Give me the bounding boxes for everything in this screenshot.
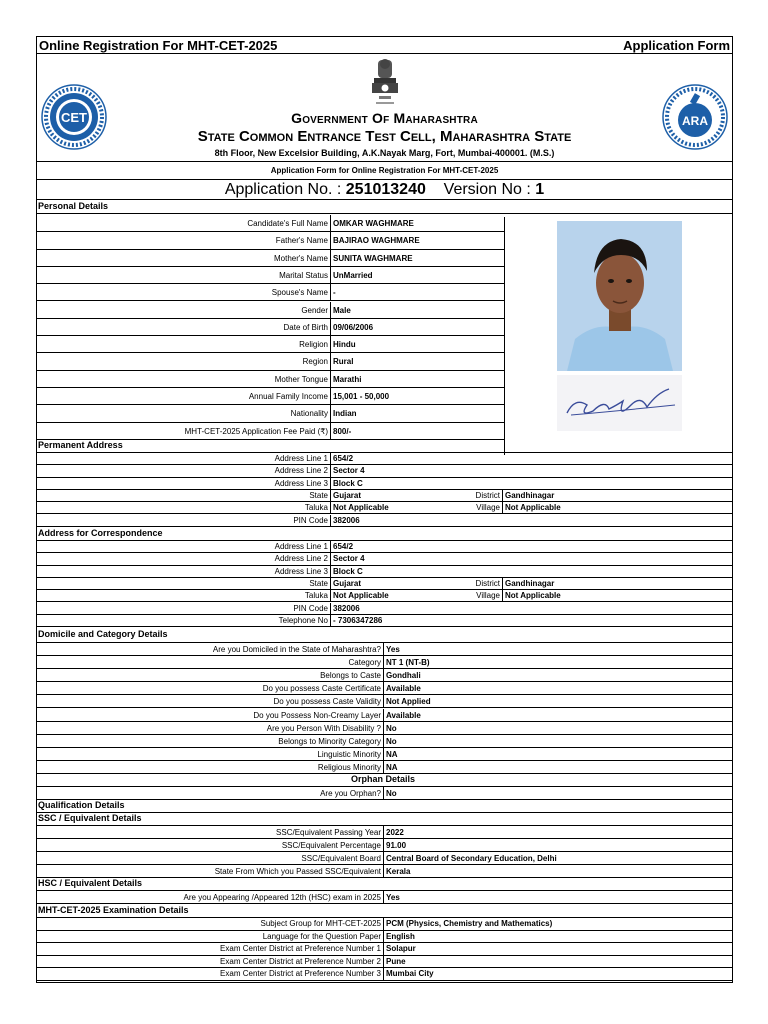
personal-row: [37, 232, 504, 249]
permanent-line1-label: Address Line 1: [37, 453, 331, 464]
correspondence-line2-label: Address Line 2: [37, 553, 331, 564]
ssc-row-value: 2022: [386, 828, 404, 837]
correspondence-telephone: [37, 615, 732, 627]
personal-row: [37, 284, 504, 301]
section-domicile-category: Domicile and Category Details: [37, 629, 732, 643]
section-hsc-details: HSC / Equivalent Details: [37, 878, 732, 891]
domicile-row-value: NA: [386, 749, 398, 759]
domicile-row-label: Are you Domiciled in the State of Maharashtra?: [37, 643, 384, 655]
permanent-line3: [37, 478, 732, 490]
personal-row-value: 800/-: [333, 426, 352, 436]
personal-row-label: Mother's Name: [37, 250, 331, 266]
section-correspondence-address: Address for Correspondence: [37, 528, 732, 541]
permanent-state: [37, 490, 732, 502]
exam-row-label: Subject Group for MHT-CET-2025: [37, 918, 384, 930]
exam-row-label: Exam Center District at Preference Number 2: [37, 956, 384, 968]
domicile-row: [37, 695, 732, 708]
ssc-row-label: SSC/Equivalent Board: [37, 852, 384, 864]
cet-cell-title: State Common Entrance Test Cell, Maharashtra State: [197, 128, 572, 145]
correspondence-district-label: District: [471, 578, 503, 589]
permanent-line2-label: Address Line 2: [37, 465, 331, 476]
correspondence-village-value: Not Applicable: [505, 591, 561, 601]
domicile-row: [37, 761, 732, 774]
domicile-row-label: Linguistic Minority: [37, 748, 384, 760]
permanent-line1-value: 654/2: [333, 454, 354, 463]
correspondence-line3: [37, 566, 732, 578]
personal-row-label: Date of Birth: [37, 319, 331, 335]
domicile-row-label: Belongs to Minority Category: [37, 735, 384, 747]
domicile-row-label: Are you Person With Disability ?: [37, 722, 384, 734]
domicile-row: [37, 643, 732, 656]
exam-row: [37, 956, 732, 969]
correspondence-pin: [37, 603, 732, 615]
section-personal-details: Personal Details: [37, 201, 732, 214]
candidate-signature: [557, 375, 682, 431]
section-ssc-details: SSC / Equivalent Details: [37, 813, 732, 826]
domicile-row-value: Not Applied: [386, 697, 431, 707]
exam-row: [37, 943, 732, 956]
correspondence-taluka: [37, 590, 732, 602]
correspondence-state-value: Gujarat: [333, 578, 362, 588]
permanent-pin-label: PIN Code: [37, 515, 331, 526]
domicile-row-value: Yes: [386, 645, 400, 654]
hsc-row-value: Yes: [386, 893, 400, 902]
correspondence-line2-value: Sector 4: [333, 554, 365, 564]
personal-row-value: OMKAR WAGHMARE: [333, 219, 414, 228]
exam-row-value: Pune: [386, 956, 406, 966]
personal-row: [37, 215, 504, 232]
personal-row-label: MHT-CET-2025 Application Fee Paid (₹): [37, 423, 331, 439]
version-label: Version No :: [443, 181, 536, 198]
personal-row: [37, 319, 504, 336]
candidate-photo: [557, 221, 682, 371]
personal-row-label: Nationality: [37, 405, 331, 421]
correspondence-taluka-label: Taluka: [37, 590, 331, 601]
section-permanent-address: Permanent Address: [37, 440, 732, 453]
personal-row-label: Mother Tongue: [37, 371, 331, 387]
personal-row-label: Gender: [37, 302, 331, 318]
personal-row: [37, 250, 504, 267]
ssc-row-value: Kerala: [386, 867, 411, 876]
domicile-row-label: Do you possess Caste Certificate: [37, 682, 384, 694]
domicile-row-label: Do you possess Caste Validity: [37, 695, 384, 707]
ssc-row: [37, 826, 732, 839]
correspondence-pin-value: 382006: [333, 603, 360, 613]
personal-row-value: -: [333, 288, 336, 298]
domicile-row-value: Available: [386, 710, 421, 720]
personal-row-value: Male: [333, 305, 351, 315]
ssc-row: [37, 852, 732, 865]
cet-logo-text: CET: [61, 110, 87, 125]
personal-row: [37, 388, 504, 405]
permanent-line2-value: Sector 4: [333, 466, 365, 476]
ara-logo-icon: [662, 84, 728, 150]
correspondence-line1-value: 654/2: [333, 542, 354, 551]
permanent-state-value: Gujarat: [333, 490, 362, 500]
domicile-row-value: Gondhali: [386, 671, 421, 681]
domicile-row-value: No: [386, 723, 397, 733]
application-form-sheet: [36, 36, 733, 983]
personal-row: [37, 353, 504, 370]
personal-row-value: UnMarried: [333, 270, 373, 280]
correspondence-state: [37, 578, 732, 590]
exam-row-label: Exam Center District at Preference Number 3: [37, 968, 384, 980]
application-number-line: [37, 181, 732, 199]
correspondence-district-value: Gandhinagar: [505, 578, 555, 588]
correspondence-state-label: State: [37, 578, 331, 589]
correspondence-line3-label: Address Line 3: [37, 566, 331, 577]
cet-cell-address: 8th Floor, New Excelsior Building, A.K.Nayak Marg, Fort, Mumbai-400001. (M.S.): [214, 148, 555, 158]
correspondence-telephone-value: - 7306347286: [333, 615, 383, 625]
registration-title: Online Registration For MHT-CET-2025: [39, 38, 278, 53]
domicile-row: [37, 709, 732, 722]
permanent-district-value: Gandhinagar: [505, 490, 555, 500]
exam-row-label: Exam Center District at Preference Number 1: [37, 943, 384, 955]
personal-row-value: SUNITA WAGHMARE: [333, 253, 413, 263]
section-exam-details: MHT-CET-2025 Examination Details: [37, 905, 732, 918]
personal-row: [37, 405, 504, 422]
exam-row: [37, 931, 732, 944]
form-header: [37, 54, 732, 200]
domicile-row: [37, 656, 732, 669]
orphan-row: [37, 787, 732, 800]
form-title: Application Form for Online Registration For MHT-CET-2025: [270, 166, 499, 175]
domicile-row-label: Do you Possess Non-Creamy Layer: [37, 709, 384, 721]
permanent-village-label: Village: [471, 502, 503, 513]
permanent-taluka: [37, 502, 732, 514]
personal-row-value: 15,001 - 50,000: [333, 392, 390, 401]
correspondence-taluka-value: Not Applicable: [333, 591, 389, 601]
domicile-row-value: No: [386, 736, 397, 746]
personal-row-label: Candidate's Full Name: [37, 215, 331, 231]
personal-row: [37, 267, 504, 284]
version-number: 1: [535, 181, 545, 198]
correspondence-village-label: Village: [471, 590, 503, 601]
permanent-state-label: State: [37, 490, 331, 501]
personal-row-value: Indian: [333, 409, 357, 419]
permanent-taluka-value: Not Applicable: [333, 503, 389, 513]
correspondence-line1-label: Address Line 1: [37, 541, 331, 552]
government-title: Government Of Maharashtra: [291, 110, 478, 126]
orphan-row-value: No: [386, 789, 397, 798]
correspondence-line2: [37, 553, 732, 565]
domicile-row-value: NT 1 (NT-B): [386, 658, 430, 668]
correspondence-telephone-label: Telephone No: [37, 615, 331, 626]
personal-row-label: Father's Name: [37, 232, 331, 248]
correspondence-line3-value: Block C: [333, 566, 363, 576]
domicile-row: [37, 682, 732, 695]
domicile-row: [37, 722, 732, 735]
exam-row-value: Mumbai City: [386, 969, 434, 979]
personal-row: [37, 423, 504, 440]
ssc-row: [37, 865, 732, 878]
permanent-pin-value: 382006: [333, 515, 360, 525]
correspondence-pin-label: PIN Code: [37, 603, 331, 614]
top-bar: [37, 37, 732, 54]
exam-row: [37, 968, 732, 981]
domicile-row: [37, 669, 732, 682]
personal-row-label: Spouse's Name: [37, 284, 331, 300]
hsc-row-label: Are you Appearing /Appeared 12th (HSC) exam in 2025: [37, 891, 384, 903]
domicile-row-label: Belongs to Caste: [37, 669, 384, 681]
domicile-row-label: Religious Minority: [37, 761, 384, 773]
exam-row-value: Solapur: [386, 944, 416, 954]
permanent-village-value: Not Applicable: [505, 503, 561, 513]
personal-row-value: Marathi: [333, 374, 362, 384]
personal-row-value: Rural: [333, 357, 354, 367]
domicile-row-value: Available: [386, 684, 421, 694]
personal-row: [37, 302, 504, 319]
personal-row-value: Hindu: [333, 340, 356, 350]
state-emblem-icon: [365, 56, 405, 110]
exam-row-value: PCM (Physics, Chemistry and Mathematics): [386, 919, 553, 928]
exam-row-label: Language for the Question Paper: [37, 931, 384, 943]
ssc-row-value: 91.00: [386, 841, 407, 850]
ssc-row-label: SSC/Equivalent Passing Year: [37, 826, 384, 838]
personal-row: [37, 371, 504, 388]
permanent-pin: [37, 515, 732, 527]
personal-row-label: Religion: [37, 336, 331, 352]
permanent-line3-label: Address Line 3: [37, 478, 331, 489]
application-number: 251013240: [345, 181, 426, 198]
personal-row-value: 09/06/2006: [333, 322, 374, 332]
section-qualification-details: Qualification Details: [37, 800, 732, 813]
ssc-row-value: Central Board of Secondary Education, Delhi: [386, 854, 557, 863]
hsc-row: [37, 891, 732, 904]
domicile-row: [37, 748, 732, 761]
application-form-label: Application Form: [623, 38, 730, 53]
domicile-row-label: Category: [37, 656, 384, 668]
exam-row: [37, 918, 732, 931]
application-number-label: Application No. :: [224, 181, 346, 198]
personal-row: [37, 336, 504, 353]
ara-logo-text: ARA: [682, 114, 708, 128]
permanent-line2: [37, 465, 732, 477]
personal-row-value: BAJIRAO WAGHMARE: [333, 236, 420, 246]
personal-row-label: Marital Status: [37, 267, 331, 283]
correspondence-line1: [37, 541, 732, 553]
exam-row-value: English: [386, 931, 415, 941]
domicile-row: [37, 735, 732, 748]
orphan-row-label: Are you Orphan?: [37, 787, 384, 799]
permanent-district-label: District: [471, 490, 503, 501]
ssc-row-label: State From Which you Passed SSC/Equivalent: [37, 865, 384, 877]
domicile-row-value: NA: [386, 762, 398, 772]
ssc-row: [37, 839, 732, 852]
permanent-line1: [37, 453, 732, 465]
personal-row-label: Region: [37, 353, 331, 369]
orphan-details-heading: Orphan Details: [37, 774, 732, 787]
photo-signature-area: [504, 217, 732, 455]
ssc-row-label: SSC/Equivalent Percentage: [37, 839, 384, 851]
permanent-taluka-label: Taluka: [37, 502, 331, 513]
permanent-line3-value: Block C: [333, 478, 363, 488]
personal-row-label: Annual Family Income: [37, 388, 331, 404]
